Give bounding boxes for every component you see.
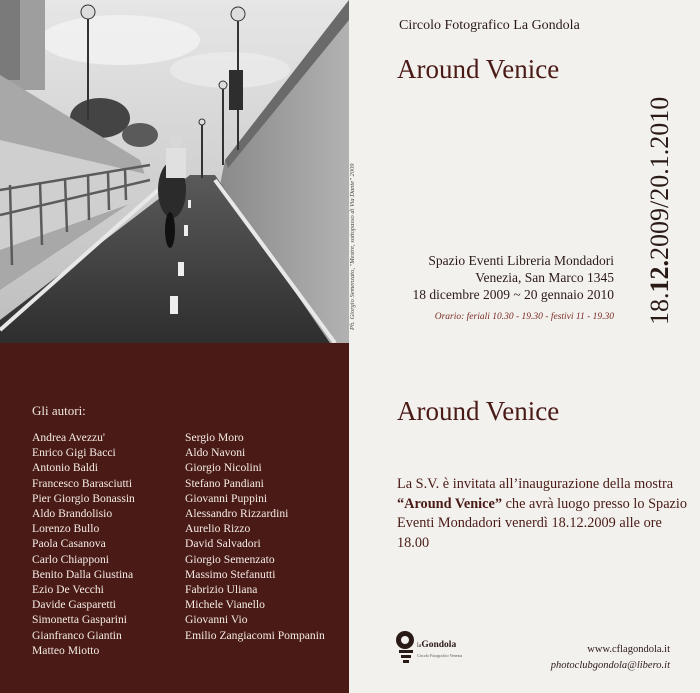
club-logo [395, 628, 475, 668]
contacts [480, 642, 670, 674]
logo-subtitle: Circolo Fotografico Venezia [417, 653, 463, 658]
author-name: Pier Giorgio Bonassin [32, 491, 135, 505]
author-name: Alessandro Rizzardini [185, 507, 289, 521]
venue-dates: 18 dicembre 2009 ~ 20 gennaio 2010 [412, 287, 614, 302]
authors-column-2 [185, 430, 325, 643]
author-name: Paola Casanova [32, 537, 106, 551]
author-name: Lorenzo Bullo [32, 522, 100, 536]
author-name: Giorgio Nicolini [185, 461, 262, 475]
club-name: Circolo Fotografico La Gondola [399, 18, 580, 33]
author-name: Simonetta Gasparini [32, 613, 127, 627]
email-link[interactable]: photoclubgondola@libero.it [550, 660, 670, 671]
date-separator: / [645, 200, 674, 208]
exhibition-title: Around Venice [397, 54, 560, 84]
opening-hours: Orario: feriali 10.30 - 19.30 - festivi 11 - 19.30 [434, 312, 614, 322]
end-date: 20.1.2010 [645, 96, 674, 201]
venue-address: Venezia, San Marco 1345 [475, 270, 614, 285]
authors-panel [0, 343, 349, 693]
invitation-text-after: che avrà luogo presso lo Spazio Eventi Mondadori venerdì 18.12.2009 alle ore 18.00 [397, 495, 688, 551]
website-link[interactable]: www.cflagondola.it [587, 644, 670, 655]
author-name: Matteo Miotto [32, 643, 100, 657]
date-range-vertical [640, 70, 680, 325]
author-name: Aldo Brandolisio [32, 507, 113, 521]
author-name: Andrea Avezzu' [32, 431, 106, 444]
logo-wordmark [417, 640, 456, 650]
logo-name: Gondola [421, 640, 457, 650]
start-year: 2009 [645, 208, 674, 260]
cycle-path-photo [0, 0, 349, 343]
author-name: Michele Vianello [185, 598, 265, 612]
venue-name: Spazio Eventi Libreria Mondadori [428, 253, 614, 268]
author-name: Francesco Barasciutti [32, 476, 133, 490]
logo-prefix: la [417, 643, 422, 649]
author-name: Giorgio Semenzato [185, 552, 275, 566]
venue-info [360, 252, 614, 326]
author-name: Carlo Chiapponi [32, 552, 109, 566]
author-name: Antonio Baldi [32, 461, 99, 475]
invitation-text [397, 475, 687, 553]
date-range [640, 97, 680, 325]
author-name: Gianfranco Giantin [32, 628, 122, 642]
invitation-highlight: “Around Venice” [397, 495, 502, 512]
author-name: Giovanni Vio [185, 613, 248, 627]
gondola-logo-icon [395, 628, 417, 666]
invitation-title: Around Venice [397, 396, 560, 426]
authors-heading: Gli autori: [32, 403, 86, 418]
author-name: Aldo Navoni [185, 446, 246, 460]
author-name: Fabrizio Uliana [185, 583, 258, 597]
photo-credit: Ph. Giorgio Semenzato, "Mestre, sottopasso di Via Dante" 2009 [349, 163, 356, 330]
start-month: 12. [645, 260, 674, 293]
author-name: Aurelio Rizzo [185, 522, 251, 536]
author-name: Massimo Stefanutti [185, 567, 276, 581]
author-name: Sergio Moro [185, 431, 244, 444]
author-name: Enrico Gigi Bacci [32, 446, 116, 460]
author-name: Ezio De Vecchi [32, 583, 104, 597]
author-name: Benito Dalla Giustina [32, 567, 134, 581]
author-name: Giovanni Puppini [185, 491, 268, 505]
author-name: Davide Gasparetti [32, 598, 117, 612]
authors-column-1 [32, 430, 135, 658]
invitation-text-before: La S.V. è invitata all’inaugurazione della mostra [397, 476, 674, 492]
cover-photo [0, 0, 349, 343]
author-name: Stefano Pandiani [185, 476, 264, 490]
photo-credit-area [349, 0, 359, 343]
start-day: 18. [645, 292, 674, 325]
author-name: Emilio Zangiacomi Pompanin [185, 628, 325, 642]
author-name: David Salvadori [185, 537, 261, 551]
